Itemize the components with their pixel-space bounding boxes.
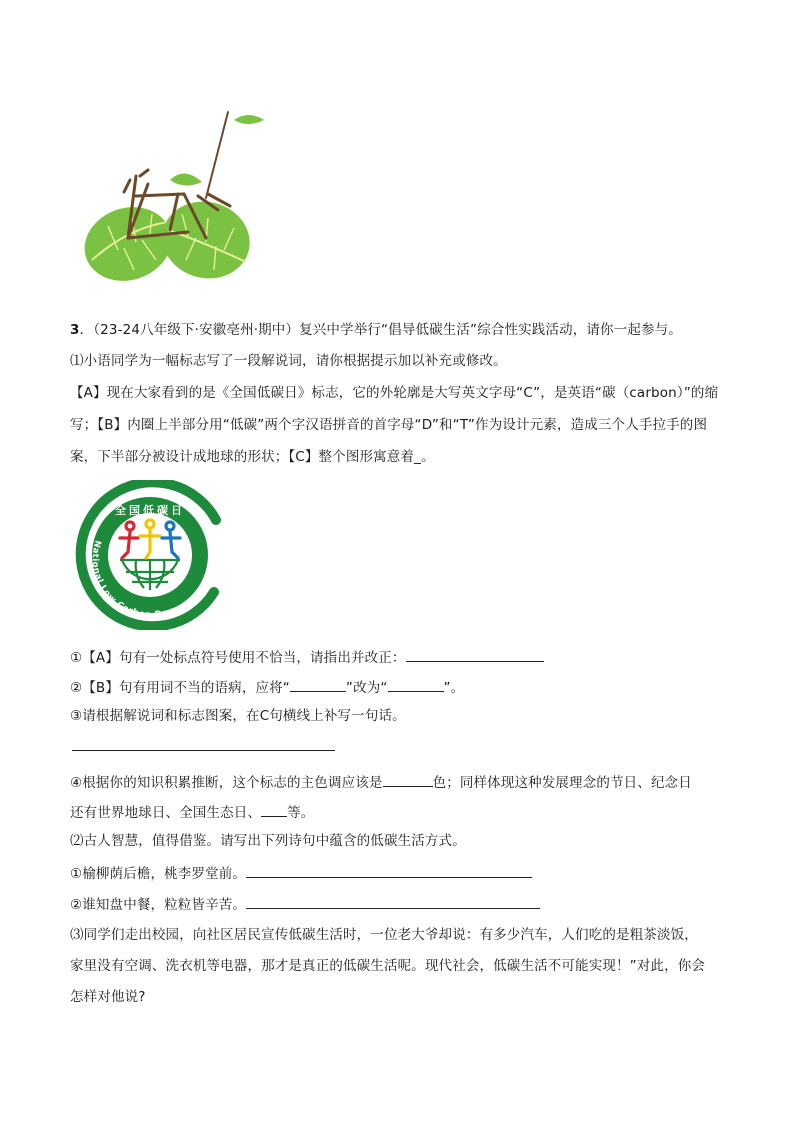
passage-line-3: 案，下半部分被设计成地球的形状；【C】整个图形寓意着_。 <box>70 449 435 465</box>
sub-question-2 <box>70 676 730 698</box>
sub4-color-blank[interactable] <box>383 771 433 787</box>
poem2-text: ②谁知盘中餐，粒粒皆辛苦。 <box>70 897 247 913</box>
part1-intro: ⑴小语同学为一幅标志写了一段解说词，请你根据提示加以补充或修改。 <box>70 353 507 369</box>
passage-line-2: 写；【B】内圈上半部分用“低碳”两个字汉语拼音的首字母“D”和“T”作为设计元素，造成三个人手拉手的图 <box>70 417 708 433</box>
sub4-text-a: ④根据你的知识积累推断，这个标志的主色调应该是 <box>70 775 383 791</box>
poem-2 <box>70 893 730 915</box>
poem1-answer-blank[interactable] <box>246 862 532 878</box>
question-header-text: ．（23-24八年级下·安徽亳州·期中）复兴中学举行“倡导低碳生活”综合性实践活动，请你一起参与。 <box>79 322 682 338</box>
sub4-text-c: 还有世界地球日、全国生态日、 <box>70 805 262 821</box>
sub-question-1 <box>70 646 730 668</box>
sub4-text-b: 色；同样体现这种发展理念的节日、纪念日 <box>432 775 692 791</box>
part3-line-2: 家里没有空调、洗衣机等电器，那才是真正的低碳生活呢。现代社会，低碳生活不可能实现！”对此，你会 <box>70 958 706 974</box>
question-number: 3 <box>70 322 80 338</box>
sub-question-4-line-1 <box>70 771 730 793</box>
poem2-answer-blank[interactable] <box>246 893 540 909</box>
sub2-text-b: ”改为“ <box>345 680 388 696</box>
low-carbon-day-logo <box>74 480 226 630</box>
part3-line-3: 怎样对他说? <box>70 989 146 1005</box>
sub1-text: ①【A】句有一处标点符号使用不恰当，请指出并改正： <box>70 650 406 666</box>
logo-top-text: 全国低碳日 <box>115 504 185 517</box>
question-header <box>70 320 730 340</box>
sub2-text-c: ”。 <box>443 680 465 696</box>
top-leaf-icon <box>234 115 264 124</box>
poem1-text: ①榆柳荫后檐，桃李罗堂前。 <box>70 866 247 882</box>
poem-1 <box>70 862 730 884</box>
sub2-text-a: ②【B】句有用词不当的语病，应将“ <box>70 680 290 696</box>
seat-leaf-icon <box>170 173 202 185</box>
part3-line-1: ⑶同学们走出校园，向社区居民宣传低碳生活时，一位老大爷却说：有多少汽车，人们吃的是粗茶淡饭， <box>70 927 698 943</box>
sub-question-3: ③请根据解说词和标志图案，在C句横线上补写一句话。 <box>70 708 406 724</box>
sub4-festival-blank[interactable] <box>261 801 287 817</box>
sub2-answer-blank-1[interactable] <box>290 676 346 692</box>
sub1-answer-blank[interactable] <box>406 646 544 662</box>
sub-question-4-line-2 <box>70 801 730 823</box>
sub2-answer-blank-2[interactable] <box>388 676 444 692</box>
passage-line-1: 【A】现在大家看到的是《全国低碳日》标志，它的外轮廓是大写英文字母“C”，是英语“碳（carbon）”的缩 <box>70 385 719 401</box>
sub3-answer-line[interactable] <box>72 750 335 751</box>
part2-intro: ⑵古人智慧，值得借鉴。请写出下列诗句中蕴含的低碳生活方式。 <box>70 833 466 849</box>
logo-ring-textpath: National Low Carbon Day <box>89 539 176 621</box>
sub4-text-d: 等。 <box>287 805 315 821</box>
leaf-bicycle-illustration <box>78 110 278 282</box>
